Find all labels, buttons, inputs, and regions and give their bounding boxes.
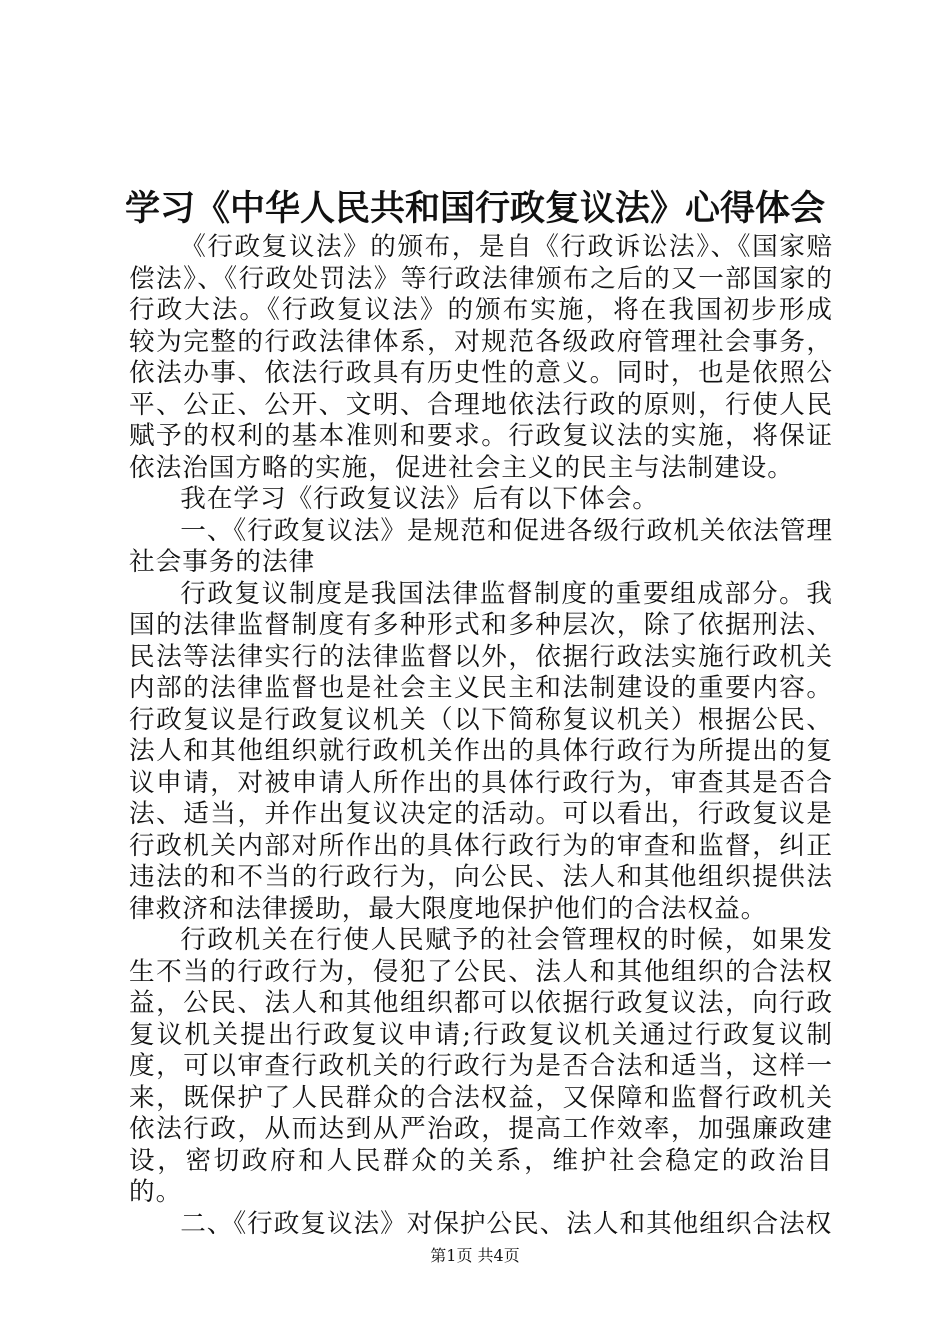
document-body bbox=[129, 232, 833, 1240]
section-heading: 二、《行政复议法》对保护公民、法人和其他组织合法权 bbox=[180, 1208, 833, 1239]
page-footer: 第1页 共4页 bbox=[430, 1246, 520, 1265]
paragraph: 我在学习《行政复议法》后有以下体会。 bbox=[180, 484, 659, 514]
paragraph: 行政复议制度是我国法律监督制度的重要组成部分。我国的法律监督制度有多种形式和多种层次，除了依据刑法、民法等法律实行的法律监督以外，依据行政法实施行政机关内部的法律监督也是社会主义民主和法制建设的重要内容。行政复议是行政复议机关（以下简称复议机关）根据公民、法人和其他组织就行政机关作出的具体行政行为所提出的复议申请，对被申请人所作出的具体行政行为，审查其是否合法、适当，并作出复议决定的活动。可以看出，行政复议是行政机关内部对所作出的具体行政行为的审查和监督，纠正违法的和不当的行政行为，向公民、法人和其他组织提供法律救济和法律援助，最大限度地保护他们的合法权益。 bbox=[129, 578, 833, 924]
document-title: 学习《中华人民共和国行政复议法》心得体会 bbox=[124, 188, 825, 229]
paragraph: 行政机关在行使人民赋予的社会管理权的时候，如果发生不当的行政行为，侵犯了公民、法人和其他组织的合法权益，公民、法人和其他组织都可以依据行政复议法，向行政复议机关提出行政复议申请;行政复议机关通过行政复议制度，可以审查行政机关的行政行为是否合法和适当，这样一来，既保护了人民群众的合法权益，又保障和监督行政机关依法行政，从而达到从严治政，提高工作效率，加强廉政建设，密切政府和人民群众的关系，维护社会稳定的政治目的。 bbox=[129, 925, 833, 1207]
section-heading: 一、《行政复议法》是规范和促进各级行政机关依法管理社会事务的法律 bbox=[129, 515, 833, 577]
paragraph: 《行政复议法》的颁布，是自《行政诉讼法》、《国家赔偿法》、《行政处罚法》等行政法律颁布之后的又一部国家的行政大法。《行政复议法》的颁布实施，将在我国初步形成较为完整的行政法律体系，对规范各级政府管理社会事务，依法办事、依法行政具有历史性的意义。同时，也是依照公平、公正、公开、文明、合理地依法行政的原则，行使人民赋予的权利的基本准则和要求。行政复议法的实施，将保证依法治国方略的实施，促进社会主义的民主与法制建设。 bbox=[129, 232, 833, 483]
